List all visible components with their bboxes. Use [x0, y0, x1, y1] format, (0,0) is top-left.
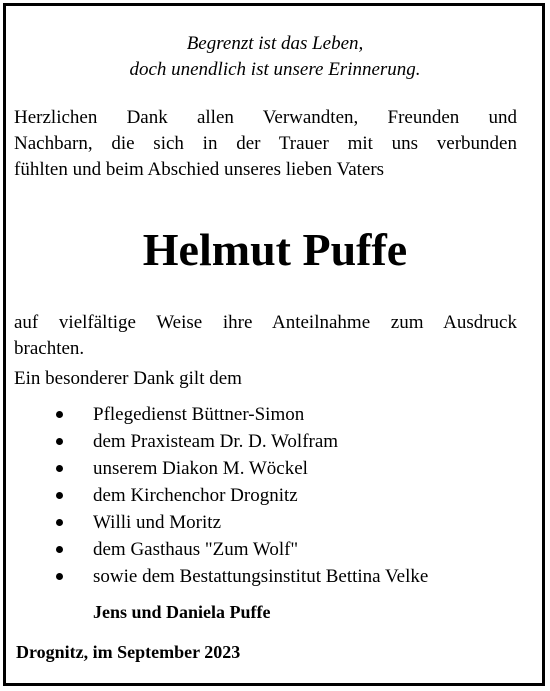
- motto-line: Begrenzt ist das Leben,: [186, 33, 364, 54]
- list-item-text: Pflegedienst Büttner-Simon: [93, 404, 305, 425]
- bullet-icon: [56, 465, 63, 472]
- bullet-icon: [56, 519, 63, 526]
- special-thanks-intro: Ein besonderer Dank gilt dem: [14, 368, 242, 389]
- thanks-paragraph: [14, 105, 517, 183]
- deceased-name: Helmut Puffe: [142, 224, 408, 275]
- paragraph-line: auf vielfältige Weise ihre Anteilnahme zum Ausdruck: [14, 312, 517, 333]
- list-item-text: dem Praxisteam Dr. D. Wolfram: [93, 431, 339, 452]
- condolence-paragraph: [14, 310, 517, 362]
- paragraph-line: Nachbarn, die sich in der Trauer mit uns verbunden: [14, 133, 517, 154]
- paragraph-line: fühlten und beim Abschied unseres lieben Vaters: [14, 159, 385, 180]
- list-item-text: Willi und Moritz: [93, 512, 221, 533]
- place-date: Drognitz, im September 2023: [16, 642, 241, 662]
- list-item-text: sowie dem Bestattungsinstitut Bettina Velke: [93, 566, 429, 587]
- bullet-icon: [56, 438, 63, 445]
- motto: [0, 31, 550, 83]
- paragraph-line: brachten.: [14, 338, 85, 359]
- signature: Jens und Daniela Puffe: [93, 602, 271, 622]
- bullet-icon: [56, 411, 63, 418]
- bullet-icon: [56, 546, 63, 553]
- motto-line: doch unendlich ist unsere Erinnerung.: [129, 59, 421, 80]
- list-item-text: unserem Diakon M. Wöckel: [93, 458, 308, 479]
- list-item-text: dem Kirchenchor Drognitz: [93, 485, 298, 506]
- paragraph-line: Herzlichen Dank allen Verwandten, Freunden und: [14, 107, 517, 128]
- list-item-text: dem Gasthaus "Zum Wolf": [93, 539, 299, 560]
- bullet-icon: [56, 573, 63, 580]
- bullet-icon: [56, 492, 63, 499]
